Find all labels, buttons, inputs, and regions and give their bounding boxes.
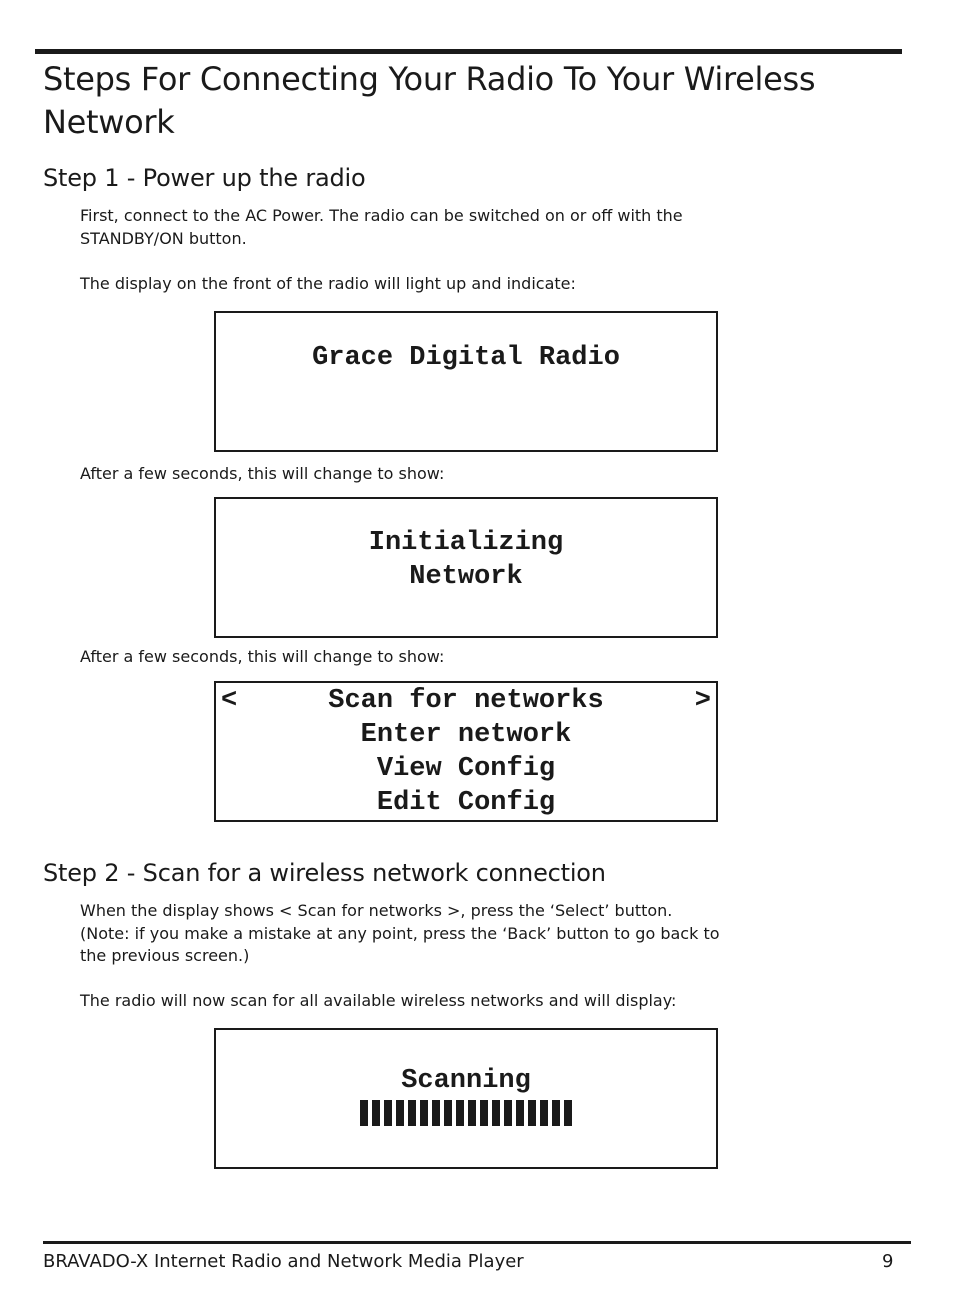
menu-left-arrow: < <box>221 686 238 716</box>
step1-paragraph-2: The display on the front of the radio will light up and indicate: <box>80 274 576 293</box>
menu-item-view-config: View Config <box>376 754 556 784</box>
step2-heading: Step 2 - Scan for a wireless network connection <box>43 859 606 887</box>
progress-segment <box>492 1100 500 1126</box>
step1-paragraph-1: First, connect to the AC Power. The radio can be switched on or off with the STANDBY/ON button. <box>80 206 683 248</box>
step1-paragraph-3: After a few seconds, this will change to show: <box>80 464 445 483</box>
display-splash-text: Grace Digital Radio <box>312 343 620 373</box>
display-scanning-text: Scanning <box>401 1066 531 1096</box>
progress-segment <box>372 1100 380 1126</box>
menu-right-arrow: > <box>694 686 711 716</box>
menu-item-edit-config: Edit Config <box>376 788 556 818</box>
radio-display-menu <box>214 681 718 822</box>
step2-paragraph-2: The radio will now scan for all available wireless networks and will display: <box>80 991 677 1010</box>
progress-segment <box>396 1100 404 1126</box>
progress-segment <box>480 1100 488 1126</box>
radio-display-splash <box>214 311 718 452</box>
progress-segment <box>444 1100 452 1126</box>
progress-segment <box>564 1100 572 1126</box>
display-initializing-line-1: Initializing <box>368 528 564 558</box>
step2-paragraph-1-note: (Note: if you make a mistake at any point, press the ‘Back’ button to go back to the previous screen.) <box>80 923 720 965</box>
footer-page-number: 9 <box>882 1251 894 1272</box>
step2-paragraph-1 <box>80 900 740 968</box>
progress-segment <box>540 1100 548 1126</box>
footer-product-name: BRAVADO-X Internet Radio and Network Media Player <box>43 1251 524 1272</box>
step1-heading: Step 1 - Power up the radio <box>43 164 366 192</box>
bottom-rule <box>43 1241 911 1244</box>
scanning-progress-bar <box>216 1100 716 1126</box>
progress-segment <box>432 1100 440 1126</box>
progress-segment <box>420 1100 428 1126</box>
menu-item-enter-network: Enter network <box>360 720 572 750</box>
progress-segment <box>528 1100 536 1126</box>
progress-segment <box>360 1100 368 1126</box>
display-initializing-line-2: Network <box>409 562 523 592</box>
progress-segment <box>456 1100 464 1126</box>
step2-paragraph-1-line-1: When the display shows < Scan for networks >, press the ‘Select’ button. <box>80 901 673 920</box>
page-title: Steps For Connecting Your Radio To Your Wireless Network <box>43 60 816 141</box>
progress-segment <box>384 1100 392 1126</box>
progress-segment <box>552 1100 560 1126</box>
step1-paragraph-4: After a few seconds, this will change to show: <box>80 647 445 666</box>
menu-item-scan-for-networks: Scan for networks <box>328 686 604 716</box>
progress-segment <box>468 1100 476 1126</box>
radio-display-initializing <box>214 497 718 638</box>
progress-segment <box>408 1100 416 1126</box>
top-rule <box>35 49 902 54</box>
progress-segment <box>516 1100 524 1126</box>
radio-display-scanning <box>214 1028 718 1169</box>
progress-segment <box>504 1100 512 1126</box>
